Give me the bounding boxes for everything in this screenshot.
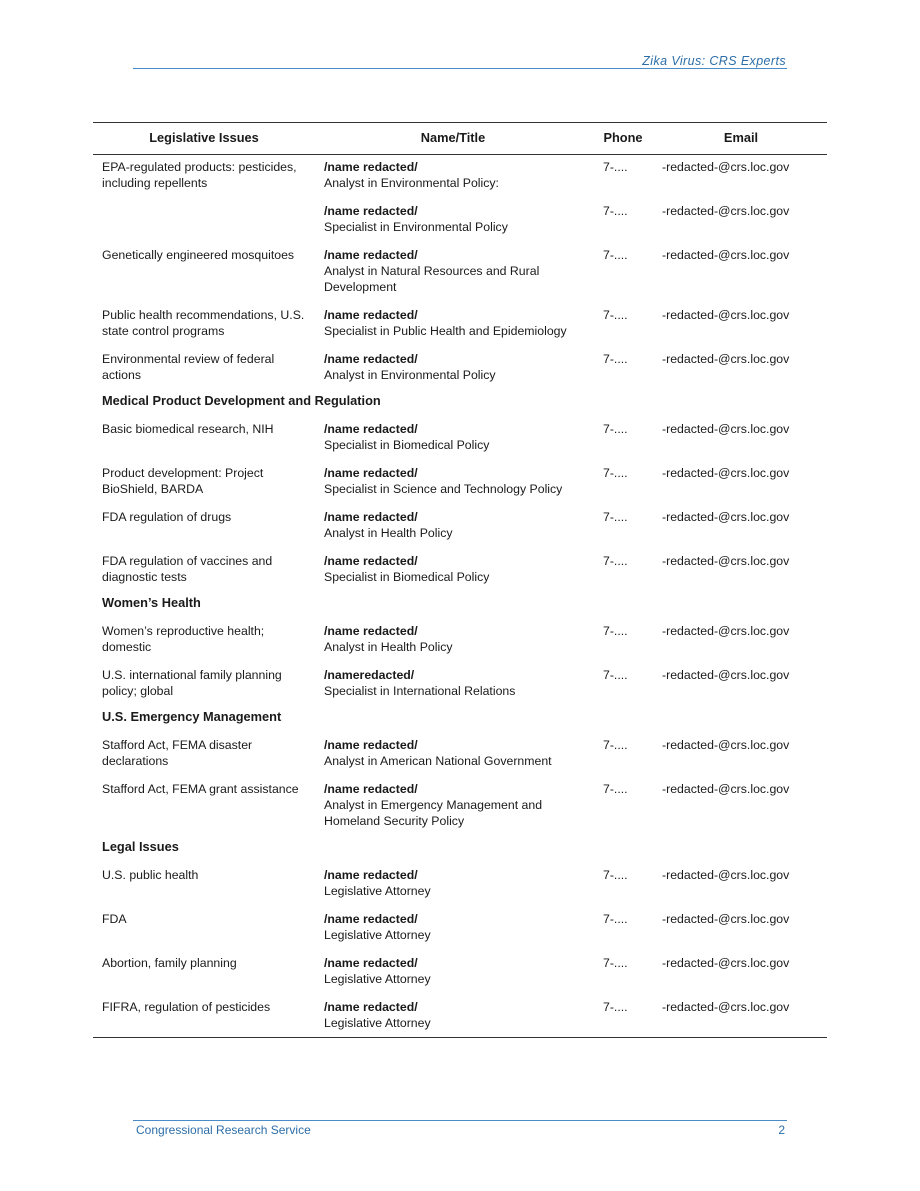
expert-title: Specialist in Biomedical Policy [324, 570, 490, 584]
expert-title: Legislative Attorney [324, 884, 431, 898]
email-cell: -redacted-@crs.loc.gov [662, 912, 790, 926]
table-row [93, 863, 827, 907]
email-cell: -redacted-@crs.loc.gov [662, 782, 790, 796]
email-cell: -redacted-@crs.loc.gov [662, 1000, 790, 1014]
name-title-cell [315, 461, 591, 505]
running-header-title: Zika Virus: CRS Experts [642, 54, 786, 68]
phone-cell: 7-.... [603, 668, 628, 682]
legislative-issue-cell: Product development: Project BioShield, BARDA [102, 466, 264, 496]
table-body [93, 155, 827, 1038]
name-title-cell [315, 417, 591, 461]
name-title-cell [315, 995, 591, 1038]
table-row [93, 461, 827, 505]
expert-title: Specialist in Science and Technology Policy [324, 482, 563, 496]
legislative-issue-cell: FDA [102, 912, 127, 926]
expert-title: Specialist in International Relations [324, 684, 516, 698]
phone-cell: 7-.... [603, 868, 628, 882]
email-cell: -redacted-@crs.loc.gov [662, 868, 790, 882]
name-title-cell [315, 505, 591, 549]
phone-cell: 7-.... [603, 1000, 628, 1014]
section-heading: U.S. Emergency Management [102, 709, 282, 724]
expert-name: /name redacted/ [324, 956, 418, 970]
phone-cell: 7-.... [603, 308, 628, 322]
phone-cell: 7-.... [603, 738, 628, 752]
expert-title: Analyst in American National Government [324, 754, 552, 768]
section-heading: Medical Product Development and Regulation [102, 393, 381, 408]
legislative-issue-cell: Women’s reproductive health; domestic [102, 624, 265, 654]
phone-cell: 7-.... [603, 248, 628, 262]
expert-name: /name redacted/ [324, 912, 418, 926]
email-cell: -redacted-@crs.loc.gov [662, 738, 790, 752]
section-heading-row [93, 391, 827, 417]
email-cell: -redacted-@crs.loc.gov [662, 510, 790, 524]
legislative-issue-cell: Stafford Act, FEMA disaster declarations [102, 738, 253, 768]
expert-title: Analyst in Health Policy [324, 526, 453, 540]
phone-cell: 7-.... [603, 466, 628, 480]
phone-cell: 7-.... [603, 160, 628, 174]
table-row [93, 303, 827, 347]
expert-title: Analyst in Natural Resources and Rural Development [324, 264, 540, 294]
phone-cell: 7-.... [603, 510, 628, 524]
name-title-cell [315, 951, 591, 995]
expert-name: /name redacted/ [324, 422, 418, 436]
phone-cell: 7-.... [603, 422, 628, 436]
expert-name: /name redacted/ [324, 308, 418, 322]
name-title-cell [315, 907, 591, 951]
phone-cell: 7-.... [603, 912, 628, 926]
email-cell: -redacted-@crs.loc.gov [662, 160, 790, 174]
legislative-issue-cell: Public health recommendations, U.S. state control programs [102, 308, 305, 338]
email-cell: -redacted-@crs.loc.gov [662, 248, 790, 262]
expert-name: /name redacted/ [324, 624, 418, 638]
expert-title: Analyst in Emergency Management and Homeland Security Policy [324, 798, 543, 828]
table-row [93, 619, 827, 663]
phone-cell: 7-.... [603, 352, 628, 366]
expert-name: /name redacted/ [324, 510, 418, 524]
expert-title: Analyst in Health Policy [324, 640, 453, 654]
table-header [93, 123, 827, 155]
section-heading: Legal Issues [102, 839, 179, 854]
legislative-issue-cell [93, 199, 315, 243]
legislative-issue-cell: Stafford Act, FEMA grant assistance [102, 782, 299, 796]
expert-title: Legislative Attorney [324, 1016, 431, 1030]
name-title-cell [315, 777, 591, 837]
table-row [93, 663, 827, 707]
legislative-issue-cell: U.S. international family planning policy; global [102, 668, 282, 698]
page-number: 2 [778, 1123, 785, 1137]
expert-name: /name redacted/ [324, 466, 418, 480]
section-heading-row [93, 707, 827, 733]
name-title-cell [315, 663, 591, 707]
legislative-issue-cell: Basic biomedical research, NIH [102, 422, 274, 436]
table-header-row [93, 123, 827, 155]
phone-cell: 7-.... [603, 624, 628, 638]
section-heading-row [93, 837, 827, 863]
expert-title: Legislative Attorney [324, 972, 431, 986]
table-row [93, 733, 827, 777]
name-title-cell [315, 347, 591, 391]
experts-table [93, 122, 827, 1038]
phone-cell: 7-.... [603, 782, 628, 796]
legislative-issue-cell: FIFRA, regulation of pesticides [102, 1000, 271, 1014]
expert-name: /name redacted/ [324, 782, 418, 796]
legislative-issue-cell: Genetically engineered mosquitoes [102, 248, 295, 262]
table-row [93, 347, 827, 391]
email-cell: -redacted-@crs.loc.gov [662, 668, 790, 682]
table-row [93, 995, 827, 1038]
section-heading-row [93, 593, 827, 619]
expert-title: Legislative Attorney [324, 928, 431, 942]
name-title-cell [315, 733, 591, 777]
email-cell: -redacted-@crs.loc.gov [662, 204, 790, 218]
legislative-issue-cell: EPA-regulated products: pesticides, including repellents [102, 160, 297, 190]
name-title-cell [315, 243, 591, 303]
table-row [93, 505, 827, 549]
section-heading: Women’s Health [102, 595, 201, 610]
expert-name: /name redacted/ [324, 738, 418, 752]
email-cell: -redacted-@crs.loc.gov [662, 352, 790, 366]
expert-name: /name redacted/ [324, 554, 418, 568]
phone-cell: 7-.... [603, 554, 628, 568]
expert-title: Analyst in Environmental Policy [324, 368, 496, 382]
table-row [93, 951, 827, 995]
email-cell: -redacted-@crs.loc.gov [662, 308, 790, 322]
expert-name: /name redacted/ [324, 204, 418, 218]
name-title-cell [315, 155, 591, 200]
legislative-issue-cell: Environmental review of federal actions [102, 352, 275, 382]
table-row [93, 777, 827, 837]
expert-name: /name redacted/ [324, 868, 418, 882]
name-title-cell [315, 303, 591, 347]
expert-name: /name redacted/ [324, 160, 418, 174]
expert-title: Specialist in Public Health and Epidemiology [324, 324, 567, 338]
legislative-issue-cell: U.S. public health [102, 868, 199, 882]
name-title-cell [315, 549, 591, 593]
expert-title: Specialist in Biomedical Policy [324, 438, 490, 452]
expert-name: /name redacted/ [324, 1000, 418, 1014]
email-cell: -redacted-@crs.loc.gov [662, 956, 790, 970]
expert-title: Analyst in Environmental Policy: [324, 176, 499, 190]
table-row [93, 199, 827, 243]
email-cell: -redacted-@crs.loc.gov [662, 554, 790, 568]
footer-rule [133, 1120, 787, 1121]
name-title-cell [315, 199, 591, 243]
table-row [93, 243, 827, 303]
name-title-cell [315, 619, 591, 663]
expert-name: /name redacted/ [324, 248, 418, 262]
column-header-legislative-issues: Legislative Issues [149, 130, 259, 145]
header-rule [133, 68, 787, 69]
email-cell: -redacted-@crs.loc.gov [662, 466, 790, 480]
expert-name: /name redacted/ [324, 352, 418, 366]
legislative-issue-cell: Abortion, family planning [102, 956, 237, 970]
phone-cell: 7-.... [603, 204, 628, 218]
email-cell: -redacted-@crs.loc.gov [662, 422, 790, 436]
expert-name: /nameredacted/ [324, 668, 415, 682]
table-row [93, 155, 827, 200]
column-header-email: Email [723, 130, 759, 145]
email-cell: -redacted-@crs.loc.gov [662, 624, 790, 638]
phone-cell: 7-.... [603, 956, 628, 970]
legislative-issue-cell: FDA regulation of vaccines and diagnostic tests [102, 554, 273, 584]
legislative-issue-cell: FDA regulation of drugs [102, 510, 232, 524]
footer-organization: Congressional Research Service [136, 1123, 311, 1137]
column-header-name-title: Name/Title [420, 130, 486, 145]
table-row [93, 907, 827, 951]
column-header-phone: Phone [603, 130, 643, 145]
expert-title: Specialist in Environmental Policy [324, 220, 508, 234]
table-row [93, 417, 827, 461]
table-row [93, 549, 827, 593]
name-title-cell [315, 863, 591, 907]
